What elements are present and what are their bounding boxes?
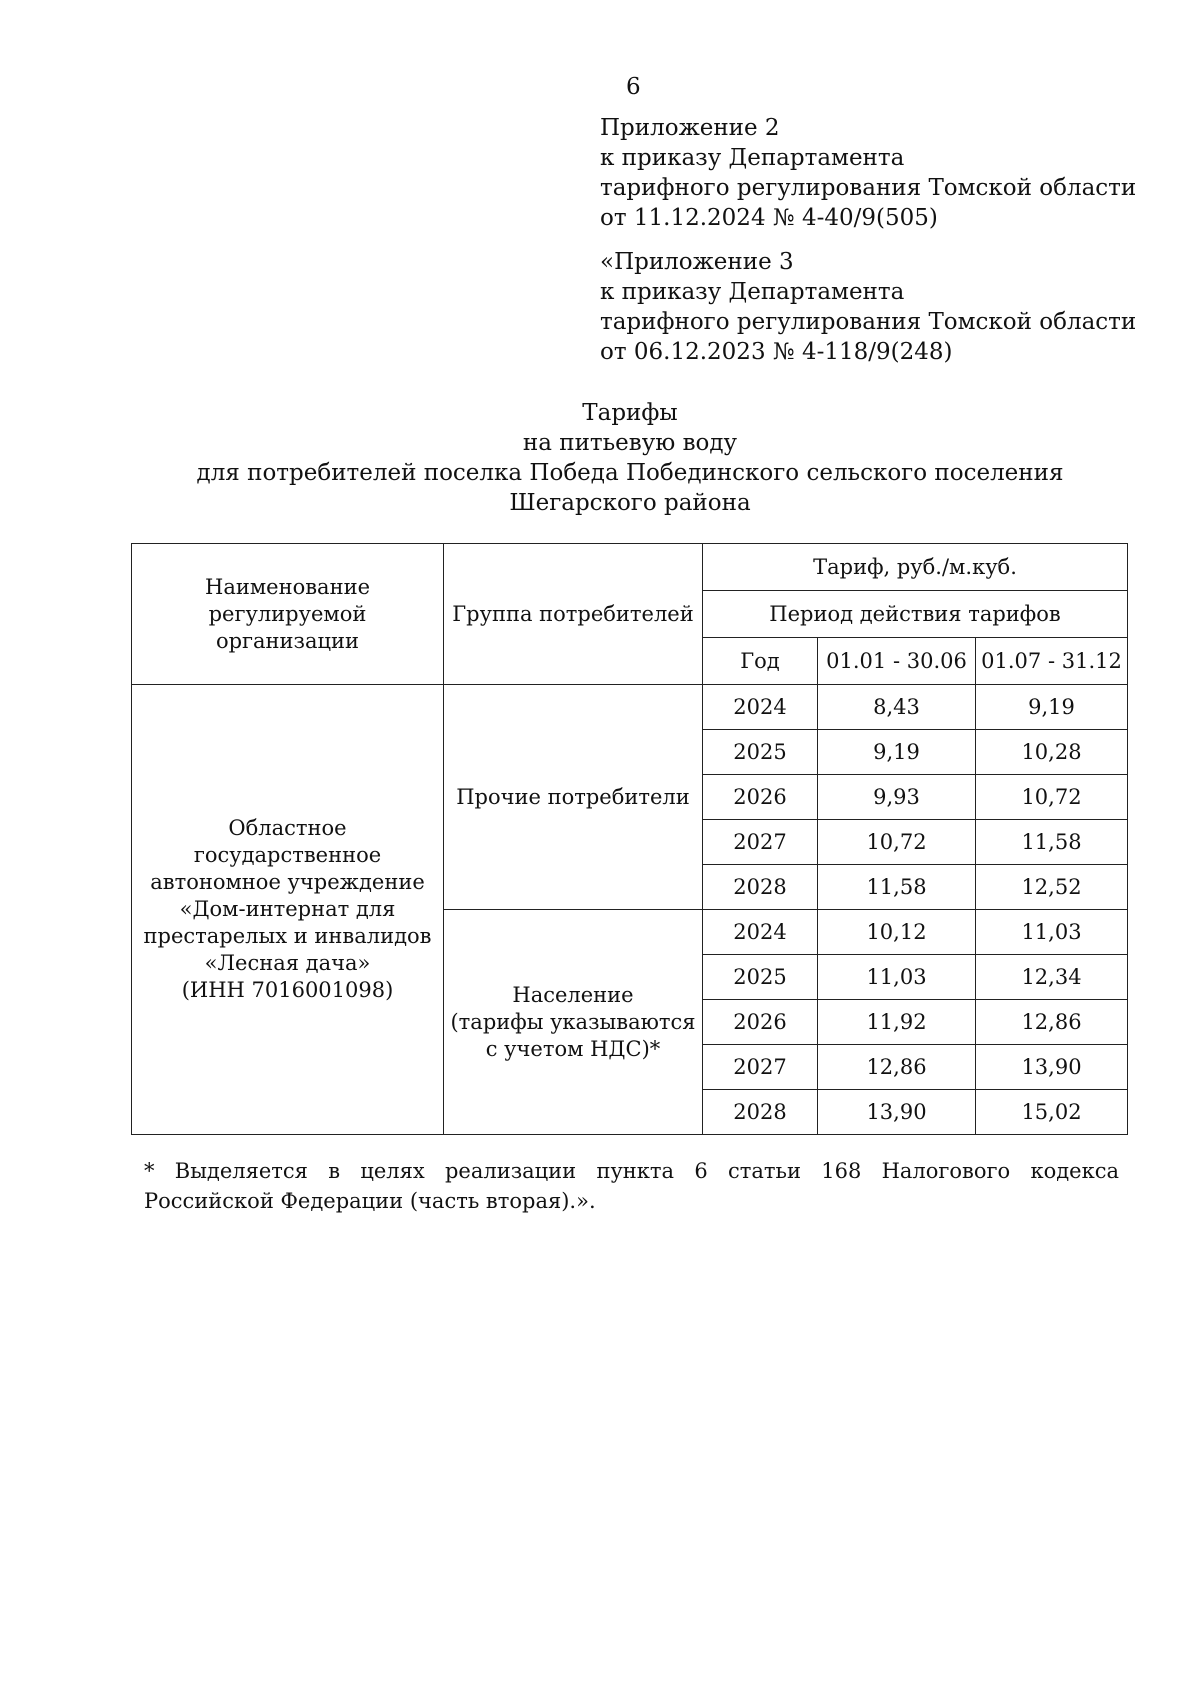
- organization-name: [132, 685, 444, 1135]
- tariff-half1-cell: 9,93: [818, 775, 976, 820]
- appendix-line: тарифного регулирования Томской области: [600, 309, 1137, 335]
- header-tariff: Тариф, руб./м.куб.: [703, 544, 1128, 591]
- organization-line: Областное государственное: [193, 816, 382, 867]
- page-number: 6: [626, 74, 641, 100]
- footnote: * Выделяется в целях реализации пункта 6 статьи 168 Налогового кодекса Российской Федерации (часть вторая).».: [144, 1159, 1119, 1213]
- year-cell: 2025: [703, 730, 818, 775]
- tariff-half1-cell: 8,43: [818, 685, 976, 730]
- year-cell: 2027: [703, 820, 818, 865]
- consumer-group-line: Население: [512, 982, 634, 1007]
- appendix-line: тарифного регулирования Томской области: [600, 175, 1137, 201]
- tariff-half1-cell: 9,19: [818, 730, 976, 775]
- header-year: Год: [703, 638, 818, 685]
- tariff-half1-cell: 11,92: [818, 1000, 976, 1045]
- tariff-half1-cell: 11,58: [818, 865, 976, 910]
- consumer-group-name: [444, 910, 703, 1135]
- year-cell: 2024: [703, 910, 818, 955]
- consumer-group-name: [444, 685, 703, 910]
- title-line: для потребителей поселка Победа Побединского сельского поселения: [196, 460, 1064, 486]
- year-cell: 2027: [703, 1045, 818, 1090]
- appendix-line: от 06.12.2023 № 4-118/9(248): [600, 339, 953, 365]
- year-cell: 2026: [703, 775, 818, 820]
- tariff-half2-cell: 12,86: [976, 1000, 1128, 1045]
- consumer-group-line: (тарифы указываются: [450, 1009, 696, 1034]
- appendix-line: от 11.12.2024 № 4-40/9(505): [600, 205, 938, 231]
- consumer-group-line: Прочие потребители: [456, 784, 690, 809]
- tariff-half2-cell: 13,90: [976, 1045, 1128, 1090]
- organization-line: престарелых и инвалидов: [143, 924, 432, 948]
- header-consumer-group: Группа потребителей: [444, 544, 703, 685]
- tariff-half2-cell: 10,72: [976, 775, 1128, 820]
- organization-line: (ИНН 7016001098): [181, 978, 394, 1002]
- tariff-half2-cell: 15,02: [976, 1090, 1128, 1135]
- year-cell: 2028: [703, 1090, 818, 1135]
- tariff-half2-cell: 11,03: [976, 910, 1128, 955]
- tariff-half1-cell: 12,86: [818, 1045, 976, 1090]
- appendix-line: Приложение 2: [600, 115, 780, 141]
- tariff-half1-cell: 13,90: [818, 1090, 976, 1135]
- title-line: Тарифы: [582, 400, 678, 426]
- header-period: Период действия тарифов: [703, 591, 1128, 638]
- year-cell: 2026: [703, 1000, 818, 1045]
- tariff-half2-cell: 12,52: [976, 865, 1128, 910]
- organization-line: «Дом-интернат для: [179, 897, 396, 921]
- organization-line: «Лесная дача»: [204, 951, 371, 975]
- appendix-line: к приказу Департамента: [600, 145, 905, 171]
- table-row: [132, 685, 1128, 730]
- header-organization: Наименование регулируемой организации: [132, 544, 444, 685]
- appendix-reference-previous: [600, 247, 1160, 367]
- header-half2: 01.07 - 31.12: [976, 638, 1128, 685]
- appendix-line: к приказу Департамента: [600, 279, 905, 305]
- header-half1: 01.01 - 30.06: [818, 638, 976, 685]
- year-cell: 2025: [703, 955, 818, 1000]
- tariff-half1-cell: 10,72: [818, 820, 976, 865]
- tariff-table: [131, 543, 1128, 1135]
- tariff-half1-cell: 10,12: [818, 910, 976, 955]
- year-cell: 2028: [703, 865, 818, 910]
- organization-line: автономное учреждение: [150, 870, 425, 894]
- title-line: Шегарского района: [509, 490, 751, 516]
- tariff-half2-cell: 10,28: [976, 730, 1128, 775]
- appendix-line: «Приложение 3: [600, 249, 794, 275]
- title-line: на питьевую воду: [522, 430, 738, 456]
- appendix-reference-current: [600, 113, 1160, 233]
- year-cell: 2024: [703, 685, 818, 730]
- tariff-half2-cell: 9,19: [976, 685, 1128, 730]
- tariff-half2-cell: 12,34: [976, 955, 1128, 1000]
- tariff-half1-cell: 11,03: [818, 955, 976, 1000]
- consumer-group-line: с учетом НДС)*: [485, 1036, 661, 1061]
- document-title: [100, 398, 1160, 518]
- tariff-half2-cell: 11,58: [976, 820, 1128, 865]
